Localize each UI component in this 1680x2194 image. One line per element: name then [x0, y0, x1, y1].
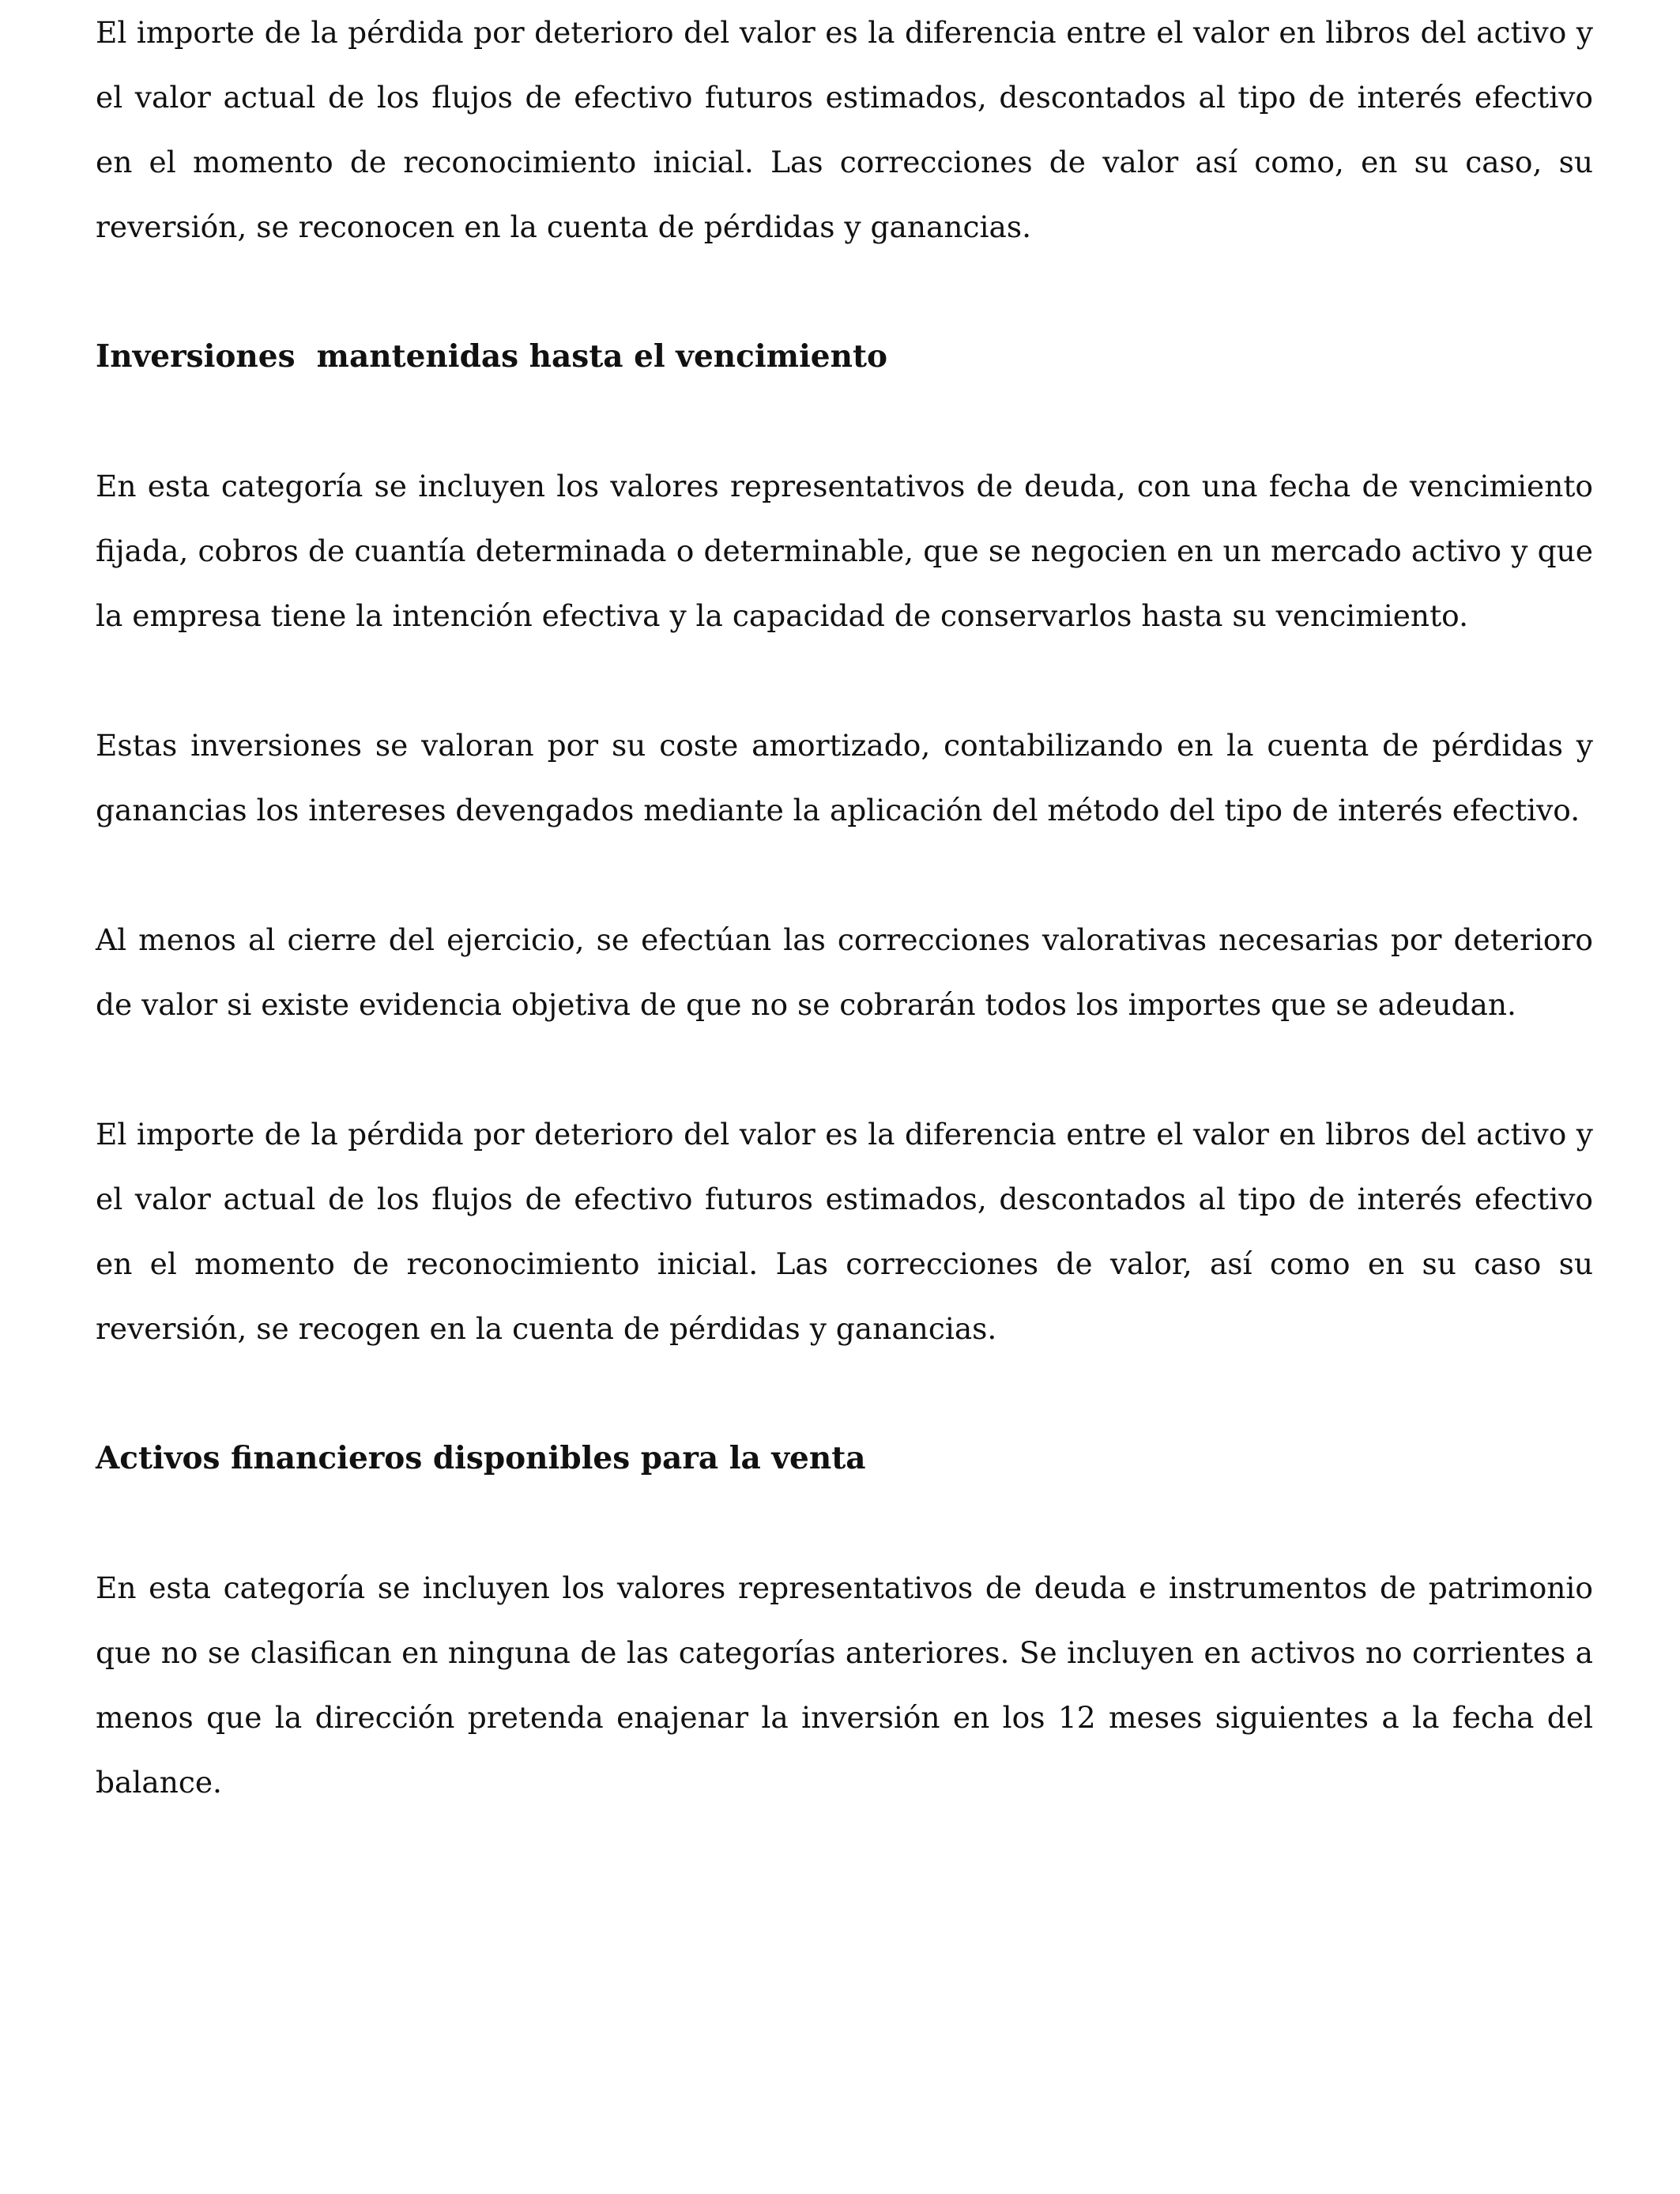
paragraph-gap: [96, 1491, 1593, 1555]
paragraph-amortized-cost: Estas inversiones se valoran por su coste amortizado, contabilizando en la cuenta de pérdidas y ganancias los intereses devengados mediante la aplicación del método del tipo de interés efectivo.: [96, 728, 1593, 827]
paragraph-gap: [96, 648, 1593, 713]
paragraph-gap: [96, 843, 1593, 907]
heading-held-to-maturity: Inversiones mantenidas hasta el vencimiento: [96, 338, 887, 375]
paragraph-available-for-sale-definition: En esta categoría se incluyen los valores representativos de deuda e instrumentos de patrimonio que no se clasifican en ninguna de las categorías anteriores. Se incluyen en activos no corrientes a menos que la dirección pretenda enajenar la inversión en los 12 meses siguientes a la fecha del balance.: [96, 1570, 1593, 1800]
paragraph-gap: [96, 1037, 1593, 1102]
paragraph-held-to-maturity-definition: En esta categoría se incluyen los valores representativos de deuda, con una fecha de vencimiento fijada, cobros de cuantía determinada o determinable, que se negocien en un mercado activo y que la empresa tiene la intención efectiva y la capacidad de conservarlos hasta su vencimiento.: [96, 469, 1593, 633]
paragraph-impairment-loss-1: El importe de la pérdida por deterioro del valor es la diferencia entre el valor en libros del activo y el valor actual de los flujos de efectivo futuros estimados, descontados al tipo de interés efectivo en el momento de reconocimiento inicial. Las correcciones de valor así como, en su caso, su reversión, se reconocen en la cuenta de pérdidas y ganancias.: [96, 15, 1593, 244]
paragraph-gap: [96, 389, 1593, 454]
paragraph-year-end-impairment: Al menos al cierre del ejercicio, se efectúan las correcciones valorativas necesarias por deterioro de valor si existe evidencia objetiva de que no se cobrarán todos los importes que se adeudan.: [96, 922, 1593, 1022]
paragraph-impairment-loss-2: El importe de la pérdida por deterioro del valor es la diferencia entre el valor en libros del activo y el valor actual de los flujos de efectivo futuros estimados, descontados al tipo de interés efectivo en el momento de reconocimiento inicial. Las correcciones de valor, así como en su caso su reversión, se recogen en la cuenta de pérdidas y ganancias.: [96, 1117, 1593, 1346]
paragraph-gap: [96, 259, 1593, 324]
document-page: [96, 0, 1593, 1815]
heading-available-for-sale: Activos financieros disponibles para la venta: [96, 1440, 866, 1476]
paragraph-gap: [96, 1361, 1593, 1426]
